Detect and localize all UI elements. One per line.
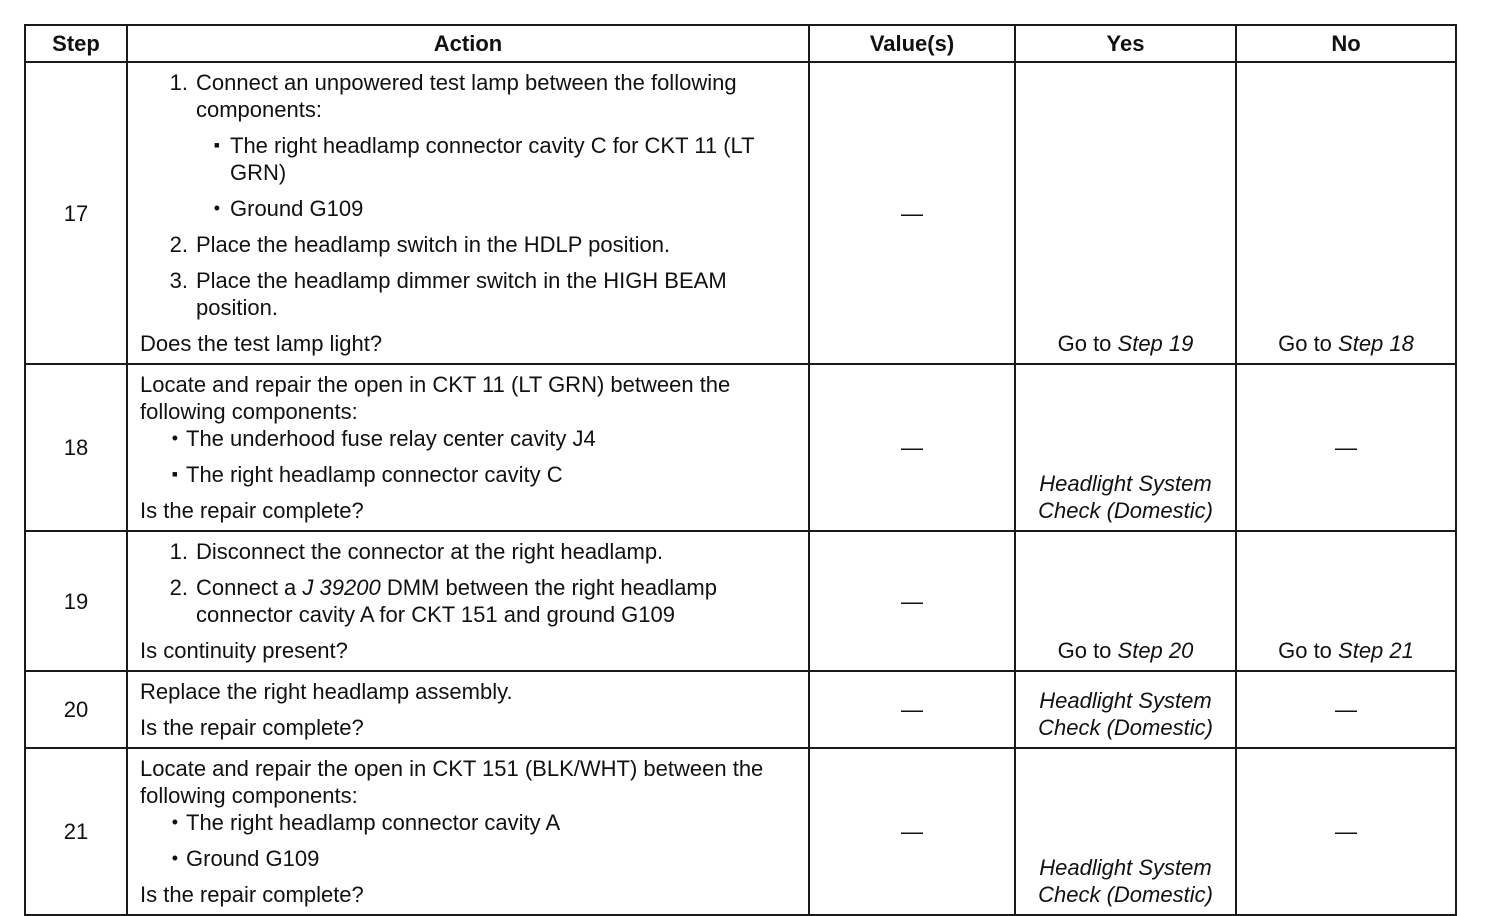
value-cell: —	[809, 364, 1015, 531]
round-bullet-icon: •	[171, 428, 178, 448]
item-text: Connect an unpowered test lamp between the following components:	[196, 70, 737, 122]
header-no: No	[1236, 25, 1456, 62]
item-text: Disconnect the connector at the right headlamp.	[196, 539, 664, 564]
table-row	[25, 531, 1456, 671]
list-item	[140, 845, 800, 872]
step-number: 20	[25, 671, 127, 748]
step-link: Step 18	[1338, 331, 1414, 356]
action-line: Replace the right headlamp assembly.	[140, 679, 513, 704]
step-number: 17	[25, 62, 127, 364]
item-number: 1.	[169, 539, 188, 564]
reference-link: Check (Domestic)	[1038, 715, 1213, 740]
yes-cell	[1015, 748, 1236, 915]
step-link: Step 20	[1117, 638, 1194, 663]
step-number: 18	[25, 364, 127, 531]
reference-link: Headlight System	[1039, 471, 1212, 496]
list-item	[140, 69, 800, 123]
action-cell	[127, 531, 809, 671]
list-item	[140, 538, 800, 565]
question: Is continuity present?	[140, 638, 348, 663]
question: Is the repair complete?	[140, 498, 364, 523]
reference-link: Check (Domestic)	[1038, 882, 1213, 907]
yes-cell	[1015, 364, 1236, 531]
action-cell	[127, 364, 809, 531]
action-cell	[127, 62, 809, 364]
list-item	[140, 809, 800, 836]
action-cell	[127, 671, 809, 748]
round-bullet-icon: •	[171, 848, 178, 868]
table-row	[25, 364, 1456, 531]
question: Is the repair complete?	[140, 715, 364, 740]
step-number: 21	[25, 748, 127, 915]
no-cell: —	[1236, 671, 1456, 748]
reference-link: Check (Domestic)	[1038, 498, 1213, 523]
value-cell: —	[809, 748, 1015, 915]
list-item	[140, 132, 800, 186]
square-bullet-icon: ▪	[171, 464, 178, 484]
item-text: The right headlamp connector cavity C	[186, 462, 563, 487]
no-cell: —	[1236, 364, 1456, 531]
item-text: Place the headlamp switch in the HDLP position.	[196, 232, 671, 257]
value-cell: —	[809, 531, 1015, 671]
header-values: Value(s)	[809, 25, 1015, 62]
list-item	[140, 461, 800, 488]
no-cell: Go to Step 18	[1236, 62, 1456, 364]
no-cell: —	[1236, 748, 1456, 915]
yes-cell: Go to Step 20	[1015, 531, 1236, 671]
item-text: Ground G109	[186, 846, 320, 871]
round-bullet-icon: •	[213, 198, 220, 218]
action-cell	[127, 748, 809, 915]
round-bullet-icon: •	[171, 812, 178, 832]
item-number: 3.	[169, 268, 188, 293]
item-text: The right headlamp connector cavity A	[186, 810, 561, 835]
list-item	[140, 267, 800, 321]
yes-cell: Go to Step 19	[1015, 62, 1236, 364]
reference-link: Headlight System	[1039, 688, 1212, 713]
list-item	[140, 195, 800, 222]
header-yes: Yes	[1015, 25, 1236, 62]
item-text: Ground G109	[230, 196, 364, 221]
reference-link: Headlight System	[1039, 855, 1212, 880]
step-link: Step 19	[1117, 331, 1194, 356]
header-action: Action	[127, 25, 809, 62]
item-text: The underhood fuse relay center cavity J4	[186, 426, 596, 451]
item-text: Place the headlamp dimmer switch in the HIGH BEAM position.	[196, 268, 727, 320]
table-row	[25, 62, 1456, 364]
no-cell: Go to Step 21	[1236, 531, 1456, 671]
item-number: 1.	[169, 70, 188, 95]
table-row	[25, 748, 1456, 915]
table-header-row	[25, 25, 1456, 62]
list-item	[140, 231, 800, 258]
question: Does the test lamp light?	[140, 331, 383, 356]
yes-cell	[1015, 671, 1236, 748]
tool-name: J 39200	[302, 575, 381, 600]
item-text: The right headlamp connector cavity C for CKT 11 (LT GRN)	[230, 133, 755, 185]
list-item	[140, 425, 800, 452]
intro-text: Locate and repair the open in CKT 11 (LT GRN) between the following components:	[140, 372, 731, 424]
item-number: 2.	[169, 575, 188, 600]
item-number: 2.	[169, 232, 188, 257]
intro-text: Locate and repair the open in CKT 151 (BLK/WHT) between the following components:	[140, 756, 764, 808]
list-item	[140, 574, 800, 628]
item-text: Connect a J 39200 DMM between the right headlamp connector cavity A for CKT 151 and ground G109	[196, 575, 717, 627]
table-row	[25, 671, 1456, 748]
header-step: Step	[25, 25, 127, 62]
value-cell: —	[809, 671, 1015, 748]
step-link: Step 21	[1338, 638, 1414, 663]
diagnostic-table	[24, 24, 1457, 916]
square-bullet-icon: ▪	[213, 135, 220, 155]
step-number: 19	[25, 531, 127, 671]
value-cell: —	[809, 62, 1015, 364]
question: Is the repair complete?	[140, 882, 364, 907]
